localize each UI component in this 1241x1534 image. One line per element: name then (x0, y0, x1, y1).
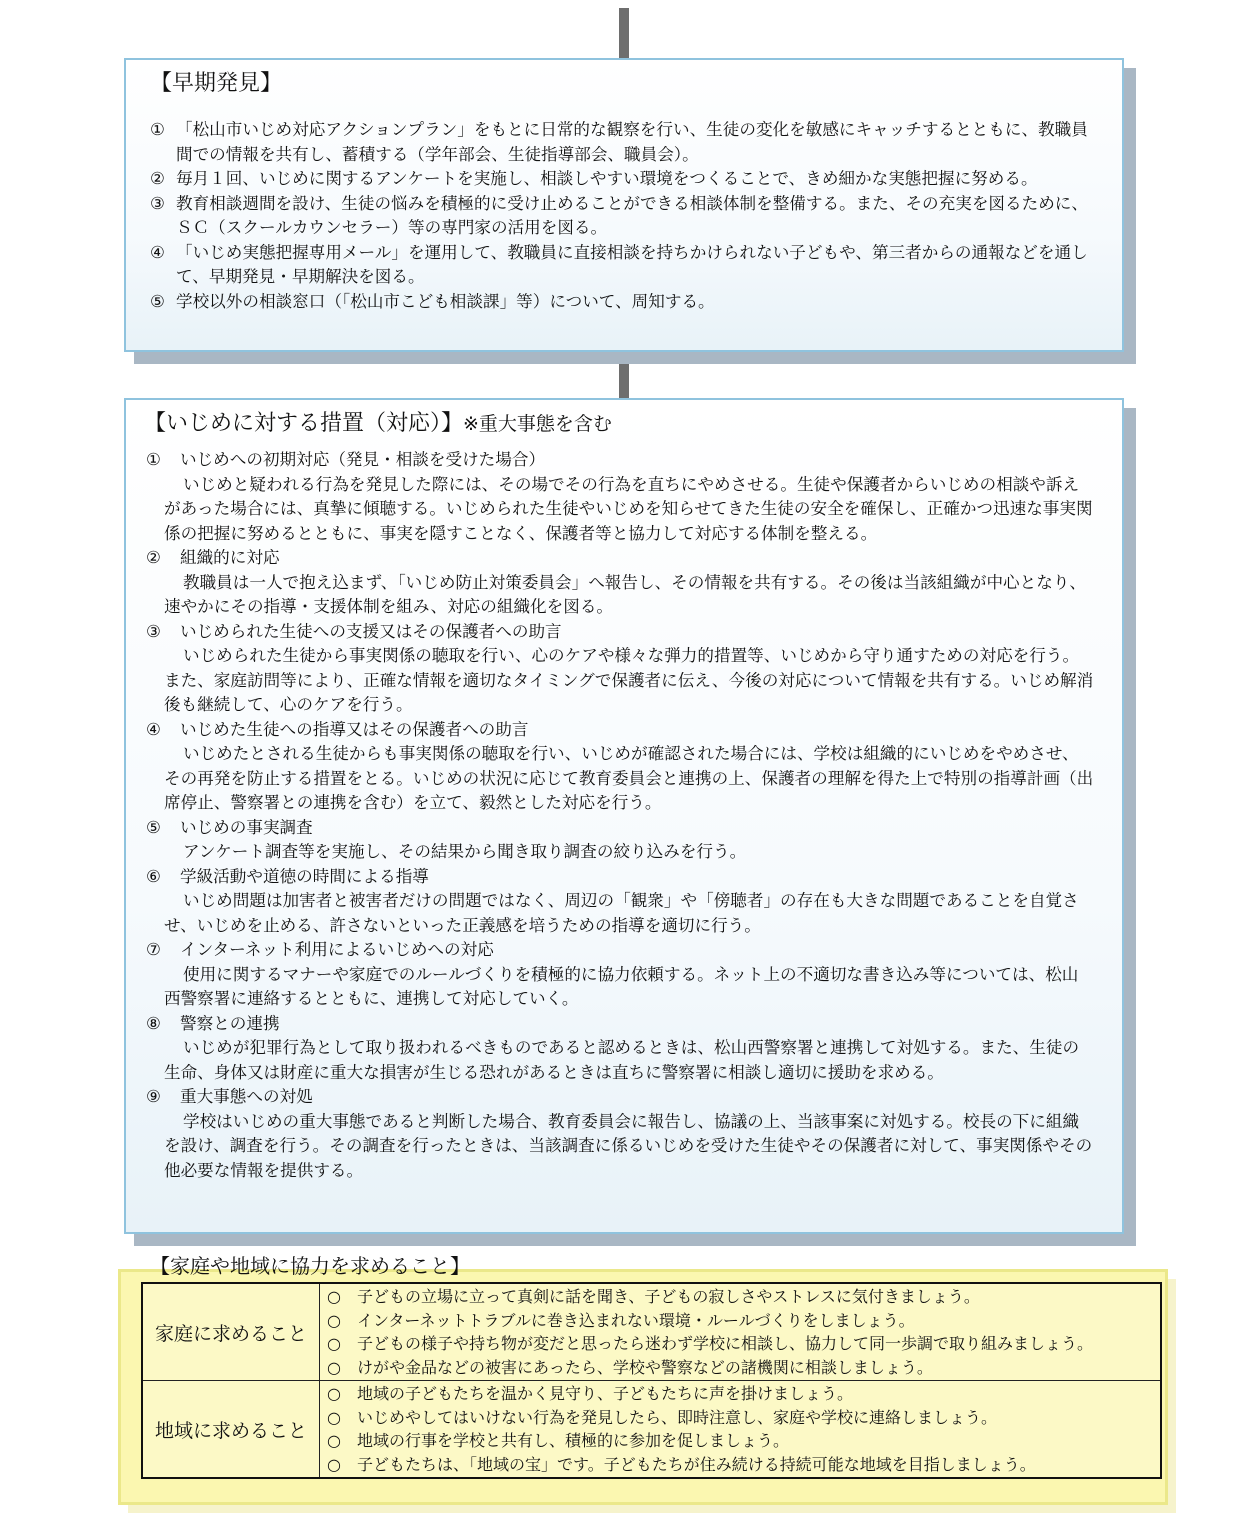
list-item: ① 「松山市いじめ対応アクションプラン」をもとに日常的な観察を行い、生徒の変化を敏感にキャッチするとともに、教職員間での情報を共有し、蓄積する（学年部会、生徒指導部会、職員会）。 (150, 120, 1088, 164)
circle-marker: ○ (327, 1407, 341, 1427)
list-item: ④ 「いじめ実態把握専用メール」を運用して、教職員に直接相談を持ちかけられない子どもや、第三者からの通報などを通して、早期発見・早期解決を図る。 (150, 242, 1088, 286)
cooperation-title: 【家庭や地域に協力を求めること】 (150, 1254, 470, 1278)
measure-body: 使用に関するマナーや家庭でのルールづくりを積極的に協力依頼する。ネット上の不適切な書き込み等については、松山西警察署に連絡するとともに、連携して対応していく。 (164, 964, 1079, 1008)
early-detection-list (150, 118, 1098, 314)
list-item: ⑤ 学校以外の相談窓口（「松山市こども相談課」等）について、周知する。 (150, 291, 715, 311)
measure-body: アンケート調査等を実施し、その結果から聞き取り調査の絞り込みを行う。 (183, 842, 747, 861)
cooperation-table (141, 1282, 1162, 1479)
measure-body: 学校はいじめの重大事態であると判断した場合、教育委員会に報告し、協議の上、当該事案に対処する。校長の下に組織を設け、調査を行う。その調査を行ったときは、当該調査に係るいじめを受けた生徒やその保護者に対して、事実関係やその他必要な情報を提供する。 (164, 1111, 1093, 1180)
measure-body: いじめが犯罪行為として取り扱われるべきものであると認めるときは、松山西警察署と連携して対処する。また、生徒の生命、身体又は財産に重大な損害が生じる恐れがあるときは直ちに警察署に相談し適切に援助を求める。 (164, 1038, 1080, 1082)
measure-heading: ⑥ 学級活動や道徳の時間による指導 (146, 866, 429, 886)
list-item: ○ 子どもの様子や持ち物が変だと思ったら迷わず学校に相談し、協力して同一歩調で取り組みましょう。 (321, 1332, 1159, 1356)
measures-title (144, 406, 612, 437)
list-item: ○ 子どもたちは、「地域の宝」です。子どもたちが住み続ける持続可能な地域を目指しましょう。 (321, 1453, 1159, 1477)
measure-heading: ⑨ 重大事態への対処 (146, 1087, 313, 1106)
measure-body: 教職員は一人で抱え込まず、「いじめ防止対策委員会」へ報告し、その情報を共有する。その後は当該組織が中心となり、速やかにその指導・支援体制を組み、対応の組織化を図る。 (164, 572, 1087, 616)
measure-heading: ⑧ 警察との連携 (146, 1013, 280, 1033)
list-item: ○ いじめやしてはいけない行為を発見したら、即時注意し、家庭や学校に連絡しましょう。 (321, 1406, 1159, 1430)
middle-connector (619, 364, 629, 398)
top-connector (619, 8, 629, 60)
list-item: ○ 地域の子どもたちを温かく見守り、子どもたちに声を掛けましょう。 (321, 1382, 1159, 1406)
circle-marker: ○ (327, 1431, 341, 1450)
measure-heading: ② 組織的に対応 (146, 548, 280, 567)
home-items (320, 1283, 1162, 1381)
list-item: ② 毎月１回、いじめに関するアンケートを実施し、相談しやすい環境をつくることで、きめ細かな実態把握に努める。 (150, 169, 1038, 188)
list-item: ○ 地域の行事を学校と共有し、積極的に参加を促しましょう。 (321, 1429, 1159, 1453)
circle-marker: ○ (327, 1454, 341, 1474)
measure-body: いじめられた生徒から事実関係の聴取を行い、心のケアや様々な弾力的措置等、いじめから守り通すための対応を行う。また、家庭訪問等により、正確な情報を適切なタイミングで保護者に伝え、今後の対応について情報を共有する。いじめ解消後も継続して、心のケアを行う。 (164, 646, 1094, 714)
circle-marker: ○ (327, 1287, 341, 1306)
measures-panel (124, 398, 1124, 1234)
list-item: ③ 教育相談週間を設け、生徒の悩みを積極的に受け止めることができる相談体制を整備する。また、その充実を図るために、ＳＣ（スクールカウンセラー）等の専門家の活用を図る。 (150, 193, 1088, 237)
circle-marker: ○ (327, 1384, 341, 1403)
measures-title-note: ※重大事態を含む (463, 413, 612, 435)
list-item: ○ インターネットトラブルに巻き込まれない環境・ルールづくりをしましょう。 (321, 1309, 1159, 1333)
list-item: ○ けがや金品などの被害にあったら、学校や警察などの諸機関に相談しましょう。 (321, 1356, 1159, 1380)
measures-title-text: 【いじめに対する措置（対応）】 (144, 411, 464, 436)
measure-heading: ⑤ いじめの事実調査 (146, 817, 313, 837)
measure-heading: ③ いじめられた生徒への支援又はその保護者への助言 (146, 621, 562, 641)
circle-marker: ○ (327, 1334, 341, 1353)
category-home: 家庭に求めること (142, 1283, 320, 1381)
measure-heading: ④ いじめた生徒への指導又はその保護者への助言 (146, 719, 529, 739)
measure-body: いじめ問題は加害者と被害者だけの問題ではなく、周辺の「観衆」や「傍聴者」の存在も大きな問題であることを自覚させ、いじめを止める、許さないといった正義感を培うための指導を適切に行う。 (164, 891, 1079, 935)
community-items (320, 1381, 1162, 1479)
measure-heading: ① いじめへの初期対応（発見・相談を受けた場合） (146, 450, 546, 469)
measure-heading: ⑦ インターネット利用によるいじめへの対応 (146, 940, 494, 959)
measures-list (144, 448, 1094, 1183)
table-row (142, 1381, 1161, 1479)
early-detection-panel (124, 58, 1124, 352)
early-detection-title: 【早期発見】 (150, 71, 283, 96)
circle-marker: ○ (327, 1357, 341, 1377)
measure-body: いじめと疑われる行為を発見した際には、その場でその行為を直ちにやめさせる。生徒や保護者からいじめの相談や訴えがあった場合には、真摯に傾聴する。いじめられた生徒やいじめを知らせてきた生徒の安全を確保し、正確かつ迅速な事実関係の把握に努めるとともに、事実を隠すことなく、保護者等と協力して対応する体制を整える。 (164, 474, 1093, 543)
category-community: 地域に求めること (142, 1381, 320, 1479)
table-row (142, 1283, 1161, 1381)
measure-body: いじめたとされる生徒からも事実関係の聴取を行い、いじめが確認された場合には、学校は組織的にいじめをやめさせ、その再発を防止する措置をとる。いじめの状況に応じて教育委員会と連携の上、保護者の理解を得た上で特別の指導計画（出席停止、警察署との連携を含む）を立て、毅然とした対応を行う。 (164, 744, 1094, 812)
circle-marker: ○ (327, 1310, 341, 1330)
list-item: ○ 子どもの立場に立って真剣に話を聞き、子どもの寂しさやストレスに気付きましょう。 (321, 1285, 1159, 1309)
